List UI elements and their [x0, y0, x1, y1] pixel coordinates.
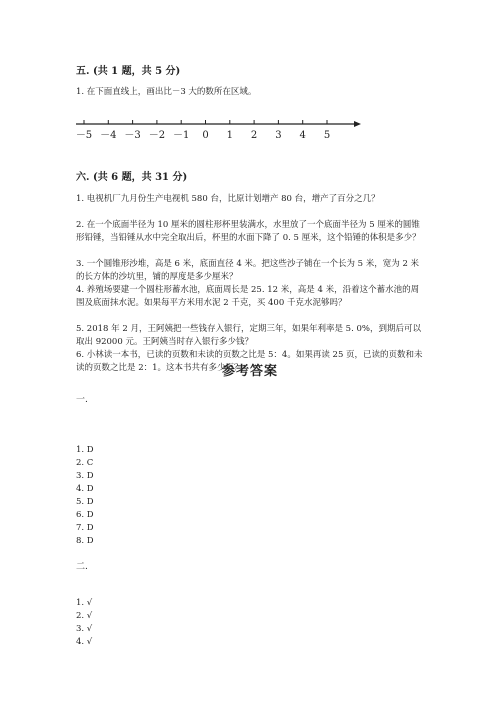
answer-item: 4. √	[76, 637, 93, 647]
number-line-label: －1	[173, 130, 190, 141]
number-line-label: －4	[100, 130, 117, 141]
section6-heading: 六. (共 6 题，共 31 分)	[76, 172, 188, 183]
answer-item: 3. √	[76, 624, 93, 634]
answer-item: 2. √	[76, 611, 93, 621]
number-line-label: －2	[148, 130, 166, 141]
answer-item: 5. D	[76, 497, 94, 507]
question-5: 5. 2018 年 2 月，王阿姨把一些钱存入银行，定期三年，如果年利率是 5. 0%，到期后可以取出 92000 元。王阿姨当时存入银行多少钱？	[76, 324, 421, 347]
answer-item: 1. D	[76, 445, 94, 455]
question-3: 3. 一个圆锥形沙堆，高是 6 米，底面直径 4 米。把这些沙子铺在一个长为 5 米，宽为 2 米的长方体的沙坑里，铺的厚度是多少厘米？	[76, 259, 420, 282]
answer-item: 7. D	[76, 523, 94, 533]
answer-item: 4. D	[76, 484, 94, 494]
number-line-arrow	[354, 121, 361, 127]
answers-part2-label: 二.	[76, 562, 88, 572]
question-1: 1. 电视机厂九月份生产电视机 580 台，比原计划增产 80 台，增产了百分之几？	[76, 194, 380, 204]
section5-heading: 五. (共 1 题，共 5 分)	[76, 66, 181, 77]
answer-item: 1. √	[76, 598, 93, 608]
question-6: 6. 小林读一本书，已读的页数和未读的页数之比是 5：4。如果再读 25 页，已读的页数和未读的页数之比是 2：1。这本书共有多少页？	[76, 350, 423, 373]
number-line-label: 5	[323, 130, 331, 141]
question-text: 1. 在下面直线上，画出比－3 大的数所在区域。	[76, 87, 257, 97]
answer-item: 2. C	[76, 458, 94, 468]
number-line-label: －3	[124, 130, 141, 141]
number-line-label: 4	[299, 130, 306, 141]
number-line-label: 1	[226, 130, 233, 141]
number-line-label: 0	[202, 130, 209, 141]
answers-title: 参考答案	[221, 364, 278, 379]
answers-part1-label: 一.	[76, 395, 88, 405]
number-line-label: 2	[250, 130, 258, 141]
answer-item: 3. D	[76, 471, 94, 481]
question-4: 4. 养殖场要建一个圆柱形蓄水池，底面周长是 25. 12 米，高是 4 米，沿着这个蓄水池的周围及底面抹水泥。如果每平方米用水泥 2 千克，买 400 千克水泥够吗？	[76, 285, 420, 308]
question-2: 2. 在一个底面半径为 10 厘米的圆柱形杯里装满水，水里放了一个底面半径为 5 厘米的圆锥形铅锤，当铅锤从水中完全取出后，杯里的水面下降了 0. 5 厘米，这个铅锤的体积是多少？	[76, 220, 421, 243]
number-line	[0, 116, 500, 156]
number-line-label: 3	[275, 130, 282, 141]
answer-item: 8. D	[76, 536, 94, 546]
number-line-label: －5	[75, 130, 93, 141]
answer-item: 6. D	[76, 510, 94, 520]
